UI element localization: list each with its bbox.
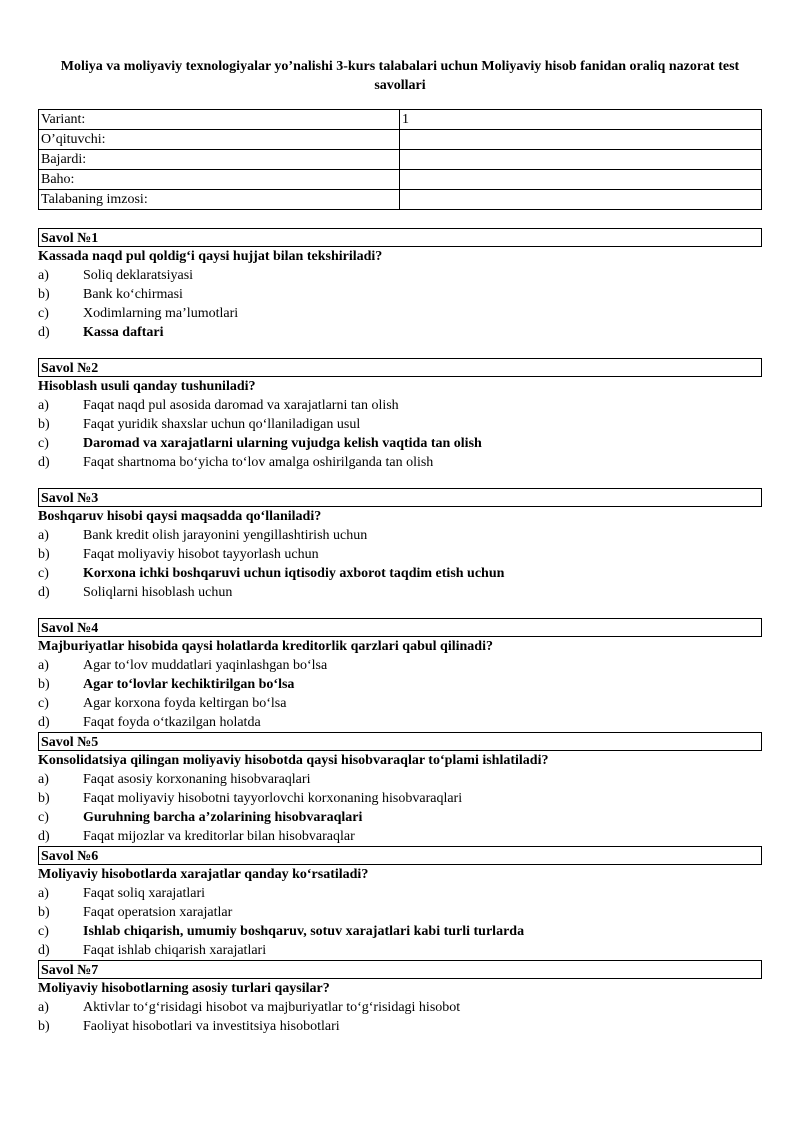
option-text: Bank ko‘chirmasi [83,287,183,302]
answer-option [38,285,762,304]
student-info-table [38,109,762,210]
answer-option [38,922,762,941]
option-letter: d) [38,943,50,958]
info-row-grade [39,170,762,190]
option-text: Agar to‘lov muddatlari yaqinlashgan bo‘lsa [83,658,328,673]
question-text: Boshqaruv hisobi qaysi maqsadda qo‘llaniladi? [38,509,322,524]
option-text: Agar korxona foyda keltirgan bo‘lsa [83,696,287,711]
option-letter: b) [38,417,50,432]
answer-option [38,545,762,564]
option-letter: b) [38,547,50,562]
question-header: Savol №1 [38,228,762,247]
question-header: Savol №3 [38,488,762,507]
option-letter: a) [38,528,49,543]
answer-option [38,770,762,789]
option-text: Faqat moliyaviy hisobotni tayyorlovchi korxonaning hisobvaraqlari [83,791,463,806]
question-block [38,228,762,358]
option-text: Faqat foyda o‘tkazilgan holatda [83,715,261,730]
answer-option [38,453,762,472]
question-text: Konsolidatsiya qilingan moliyaviy hisobotda qaysi hisobvaraqlar to‘plami ishlatiladi? [38,753,549,768]
option-text: Soliqlarni hisoblash uchun [83,585,233,600]
question-text: Hisoblash usuli qanday tushuniladi? [38,379,256,394]
question-block [38,732,762,846]
question-spacer [38,602,762,618]
option-text: Faqat asosiy korxonaning hisobvaraqlari [83,772,311,787]
option-letter: c) [38,696,49,711]
info-value [400,150,762,170]
option-letter: d) [38,715,50,730]
option-letter: a) [38,658,49,673]
answer-option [38,675,762,694]
answer-option [38,713,762,732]
info-label: Variant: [39,110,400,130]
answer-option [38,526,762,545]
question-text: Kassada naqd pul qoldig‘i qaysi hujjat bilan tekshiriladi? [38,249,383,264]
option-text: Faqat moliyaviy hisobot tayyorlash uchun [83,547,319,562]
question-text: Moliyaviy hisobotlarda xarajatlar qanday ko‘rsatiladi? [38,867,369,882]
info-value: 1 [400,110,762,130]
question-header: Savol №2 [38,358,762,377]
option-letter: d) [38,455,50,470]
option-letter: a) [38,398,49,413]
question-block [38,488,762,618]
option-letter: b) [38,287,50,302]
option-text-correct: Ishlab chiqarish, umumiy boshqaruv, sotuv xarajatlari kabi turli turlarda [83,924,525,939]
answer-option [38,564,762,583]
option-text: Xodimlarning ma’lumotlari [83,306,239,321]
question-spacer [38,472,762,488]
answer-option [38,998,762,1017]
answer-option [38,656,762,675]
info-value [400,130,762,150]
answer-option [38,941,762,960]
option-text: Faoliyat hisobotlari va investitsiya hisobotlari [83,1019,340,1034]
question-block [38,618,762,732]
answer-option [38,323,762,342]
answer-option [38,583,762,602]
option-text-correct: Korxona ichki boshqaruvi uchun iqtisodiy axborot taqdim etish uchun [83,566,505,581]
option-text-correct: Kassa daftari [83,325,164,340]
info-value [400,190,762,210]
answer-option [38,396,762,415]
question-header: Savol №5 [38,732,762,751]
answer-option [38,415,762,434]
question-header: Savol №4 [38,618,762,637]
info-row-signature [39,190,762,210]
option-letter: b) [38,905,50,920]
question-block [38,960,762,1036]
option-text: Bank kredit olish jarayonini yengillashtirish uchun [83,528,368,543]
option-text-correct: Daromad va xarajatlarni ularning vujudga kelish vaqtida tan olish [83,436,482,451]
option-letter: d) [38,829,50,844]
question-text: Moliyaviy hisobotlarning asosiy turlari qaysilar? [38,981,330,996]
info-row-variant [39,110,762,130]
option-letter: c) [38,924,49,939]
option-letter: b) [38,1019,50,1034]
document-title: Moliya va moliyaviy texnologiyalar yo’nalishi 3-kurs talabalari uchun Moliyaviy hisob fanidan oraliq nazorat test savollari [60,59,740,93]
option-text: Faqat mijozlar va kreditorlar bilan hisobvaraqlar [83,829,355,844]
option-letter: a) [38,268,49,283]
option-letter: b) [38,677,50,692]
answer-option [38,808,762,827]
option-text: Faqat operatsion xarajatlar [83,905,233,920]
answer-option [38,434,762,453]
info-row-teacher [39,130,762,150]
info-value [400,170,762,190]
option-text: Soliq deklaratsiyasi [83,268,194,283]
info-row-completed-by [39,150,762,170]
answer-option [38,789,762,808]
option-text: Faqat naqd pul asosida daromad va xarajatlarni tan olish [83,398,399,413]
option-letter: a) [38,886,49,901]
option-text-correct: Agar to‘lovlar kechiktirilgan bo‘lsa [83,677,295,692]
option-letter: c) [38,566,49,581]
info-label: Baho: [39,170,400,190]
question-block [38,846,762,960]
option-letter: b) [38,791,50,806]
option-letter: c) [38,810,49,825]
info-label: Talabaning imzosi: [39,190,400,210]
question-spacer [38,342,762,358]
option-letter: d) [38,325,50,340]
option-letter: c) [38,436,49,451]
answer-option [38,884,762,903]
option-letter: a) [38,1000,49,1015]
question-text: Majburiyatlar hisobida qaysi holatlarda kreditorlik qarzlari qabul qilinadi? [38,639,493,654]
answer-option [38,903,762,922]
option-letter: c) [38,306,49,321]
answer-option [38,266,762,285]
option-text: Faqat ishlab chiqarish xarajatlari [83,943,267,958]
info-label: O’qituvchi: [39,130,400,150]
question-header: Savol №6 [38,846,762,865]
info-label: Bajardi: [39,150,400,170]
question-header: Savol №7 [38,960,762,979]
answer-option [38,827,762,846]
option-text: Aktivlar to‘g‘risidagi hisobot va majburiyatlar to‘g‘risidagi hisobot [83,1000,461,1015]
option-text: Faqat soliq xarajatlari [83,886,206,901]
question-list [38,228,762,1036]
answer-option [38,694,762,713]
option-text: Faqat yuridik shaxslar uchun qo‘llaniladigan usul [83,417,361,432]
answer-option [38,304,762,323]
question-block [38,358,762,488]
option-letter: a) [38,772,49,787]
answer-option [38,1017,762,1036]
option-letter: d) [38,585,50,600]
option-text: Faqat shartnoma bo‘yicha to‘lov amalga oshirilganda tan olish [83,455,434,470]
option-text-correct: Guruhning barcha a’zolarining hisobvaraqlari [83,810,363,825]
